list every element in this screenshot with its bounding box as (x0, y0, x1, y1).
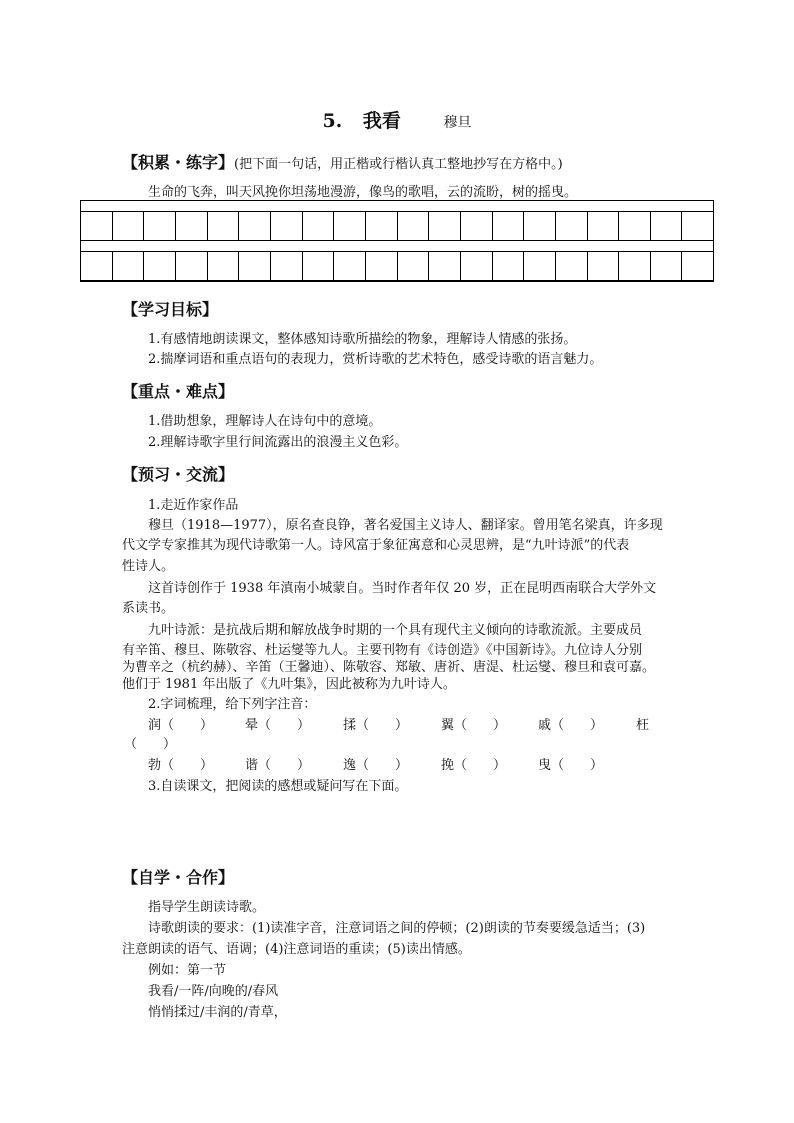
author-intro-line: 穆旦（1918—1977），原名查良铮，著名爱国主义诗人、翻译家。曾用笔名梁真，许多现 (148, 518, 663, 533)
objective-item: 1.有感情地朗读课文，整体感知诗歌所描绘的物象，理解诗人情感的张扬。 (148, 332, 577, 347)
pinyin-item[interactable]: 挽（ ） (441, 758, 507, 773)
section-heading: 【积累・练字】 (122, 153, 235, 172)
lesson-number: 5. (322, 110, 343, 132)
grid-cell[interactable] (555, 212, 587, 240)
author-intro-line: 代文学专家推其为现代诗歌第一人。诗风富于象征寓意和心灵思辨，是“九叶诗派”的代表 (122, 538, 630, 553)
grid-cell[interactable] (238, 252, 270, 280)
background-line: 系读书。 (122, 601, 175, 616)
grid-cell[interactable] (492, 212, 524, 240)
section-note: (把下面一句话，用正楷或行楷认真工整地抄写在方格中。) (234, 157, 563, 172)
grid-cell[interactable] (397, 252, 429, 280)
grid-cell[interactable] (143, 252, 175, 280)
grid-cell[interactable] (460, 252, 492, 280)
poem-line: 悄悄揉过/丰润的/青草， (148, 1005, 287, 1020)
pinyin-item[interactable]: 戚（ ） (538, 718, 604, 733)
pinyin-item[interactable]: 曳（ ） (538, 758, 604, 773)
section-heading: 【重点・难点】 (122, 382, 235, 401)
grid-cell[interactable] (555, 252, 587, 280)
pinyin-item[interactable]: 润（ ） (148, 718, 214, 733)
copy-sentence: 生命的飞奔，叫天风挽你坦荡地漫游，像鸟的歌唱，云的流盼，树的摇曳。 (148, 185, 578, 200)
grid-cell[interactable] (618, 212, 650, 240)
section-heading: 【学习目标】 (122, 300, 219, 319)
guidance-line: 诗歌朗读的要求：(1)读准字音，注意词语之间的停顿；(2)朗读的节奏要缓急适当；(3) (148, 921, 646, 936)
grid-cell[interactable] (650, 252, 682, 280)
pinyin-item[interactable]: 谐（ ） (245, 758, 311, 773)
poem-line: 我看/一阵/向晚的/春风 (148, 984, 279, 999)
grid-cell[interactable] (397, 212, 429, 240)
writing-grid[interactable] (80, 200, 714, 282)
guidance-line: 例如：第一节 (148, 963, 227, 978)
grid-cell[interactable] (365, 212, 397, 240)
grid-cell[interactable] (681, 212, 713, 240)
keypoint-item: 1.借助想象，理解诗人在诗句中的意境。 (148, 414, 382, 429)
objective-item: 2.揣摩词语和重点语句的表现力，赏析诗歌的艺术特色，感受诗歌的语言魅力。 (148, 352, 603, 367)
grid-cell[interactable] (112, 252, 144, 280)
grid-cell[interactable] (365, 252, 397, 280)
keypoint-item: 2.理解诗歌字里行间流露出的浪漫主义色彩。 (148, 435, 408, 450)
grid-cell[interactable] (270, 252, 302, 280)
section-practice-header (122, 150, 563, 173)
subheading: 3.自读课文，把阅读的感想或疑问写在下面。 (148, 779, 408, 794)
grid-cell[interactable] (81, 212, 112, 240)
section-heading: 【预习・交流】 (122, 465, 235, 484)
grid-row (81, 251, 713, 281)
grid-cell[interactable] (333, 252, 365, 280)
page-title (0, 106, 794, 133)
subheading: 1.走近作家作品 (148, 498, 239, 513)
pinyin-item[interactable]: 翼（ ） (441, 718, 507, 733)
pinyin-item[interactable]: （ ） (124, 737, 177, 752)
guidance-line: 指导学生朗读诗歌。 (148, 900, 266, 915)
grid-cell[interactable] (270, 212, 302, 240)
author-intro-line: 性诗人。 (122, 559, 175, 574)
grid-cell[interactable] (143, 212, 175, 240)
section-heading: 【自学・合作】 (122, 868, 235, 887)
background-line: 这首诗创作于 1938 年滇南小城蒙自。当时作者年仅 20 岁，正在昆明西南联合大学外文 (148, 581, 657, 596)
school-intro-line: 九叶诗派：是抗战后期和解放战争时期的一个具有现代主义倾向的诗歌流派。主要成员 (148, 623, 643, 638)
grid-cell[interactable] (175, 212, 207, 240)
poem-author: 穆旦 (443, 115, 472, 131)
pinyin-item[interactable]: 勃（ ） (148, 758, 214, 773)
subheading: 2.字词梳理，给下列字注音： (148, 697, 317, 712)
pinyin-item[interactable]: 揉（ ） (343, 718, 409, 733)
grid-cell[interactable] (175, 252, 207, 280)
school-intro-line: 有辛笛、穆旦、陈敬容、杜运燮等九人。主要刊物有《诗创造》《中国新诗》。九位诗人分别 (122, 643, 643, 658)
grid-cell[interactable] (650, 212, 682, 240)
grid-cell[interactable] (492, 252, 524, 280)
grid-cell[interactable] (81, 252, 112, 280)
grid-cell[interactable] (460, 212, 492, 240)
grid-cell[interactable] (333, 212, 365, 240)
school-intro-line: 为曹辛之（杭约赫）、辛笛（王馨迪）、陈敬容、郑敏、唐祈、唐湜、杜运燮、穆旦和袁可嘉。 (122, 660, 656, 675)
grid-cell[interactable] (112, 212, 144, 240)
school-intro-line: 他们于 1981 年出版了《九叶集》，因此被称为九叶诗人。 (122, 677, 456, 692)
grid-cell[interactable] (618, 252, 650, 280)
grid-cell[interactable] (523, 212, 555, 240)
grid-cell[interactable] (587, 212, 619, 240)
grid-cell[interactable] (207, 212, 239, 240)
guidance-line: 注意朗读的语气、语调；(4)注意词语的重读；(5)读出情感。 (122, 942, 471, 957)
grid-cell[interactable] (681, 252, 713, 280)
pinyin-item[interactable]: 逸（ ） (343, 758, 409, 773)
pinyin-item[interactable]: 晕（ ） (245, 718, 311, 733)
grid-cell[interactable] (302, 252, 334, 280)
grid-row (81, 211, 713, 241)
grid-cell[interactable] (302, 212, 334, 240)
grid-cell[interactable] (207, 252, 239, 280)
grid-cell[interactable] (428, 212, 460, 240)
grid-cell[interactable] (523, 252, 555, 280)
pinyin-item: 枉 (636, 718, 650, 733)
poem-title: 我看 (362, 110, 401, 132)
grid-cell[interactable] (238, 212, 270, 240)
grid-cell[interactable] (587, 252, 619, 280)
grid-cell[interactable] (428, 252, 460, 280)
